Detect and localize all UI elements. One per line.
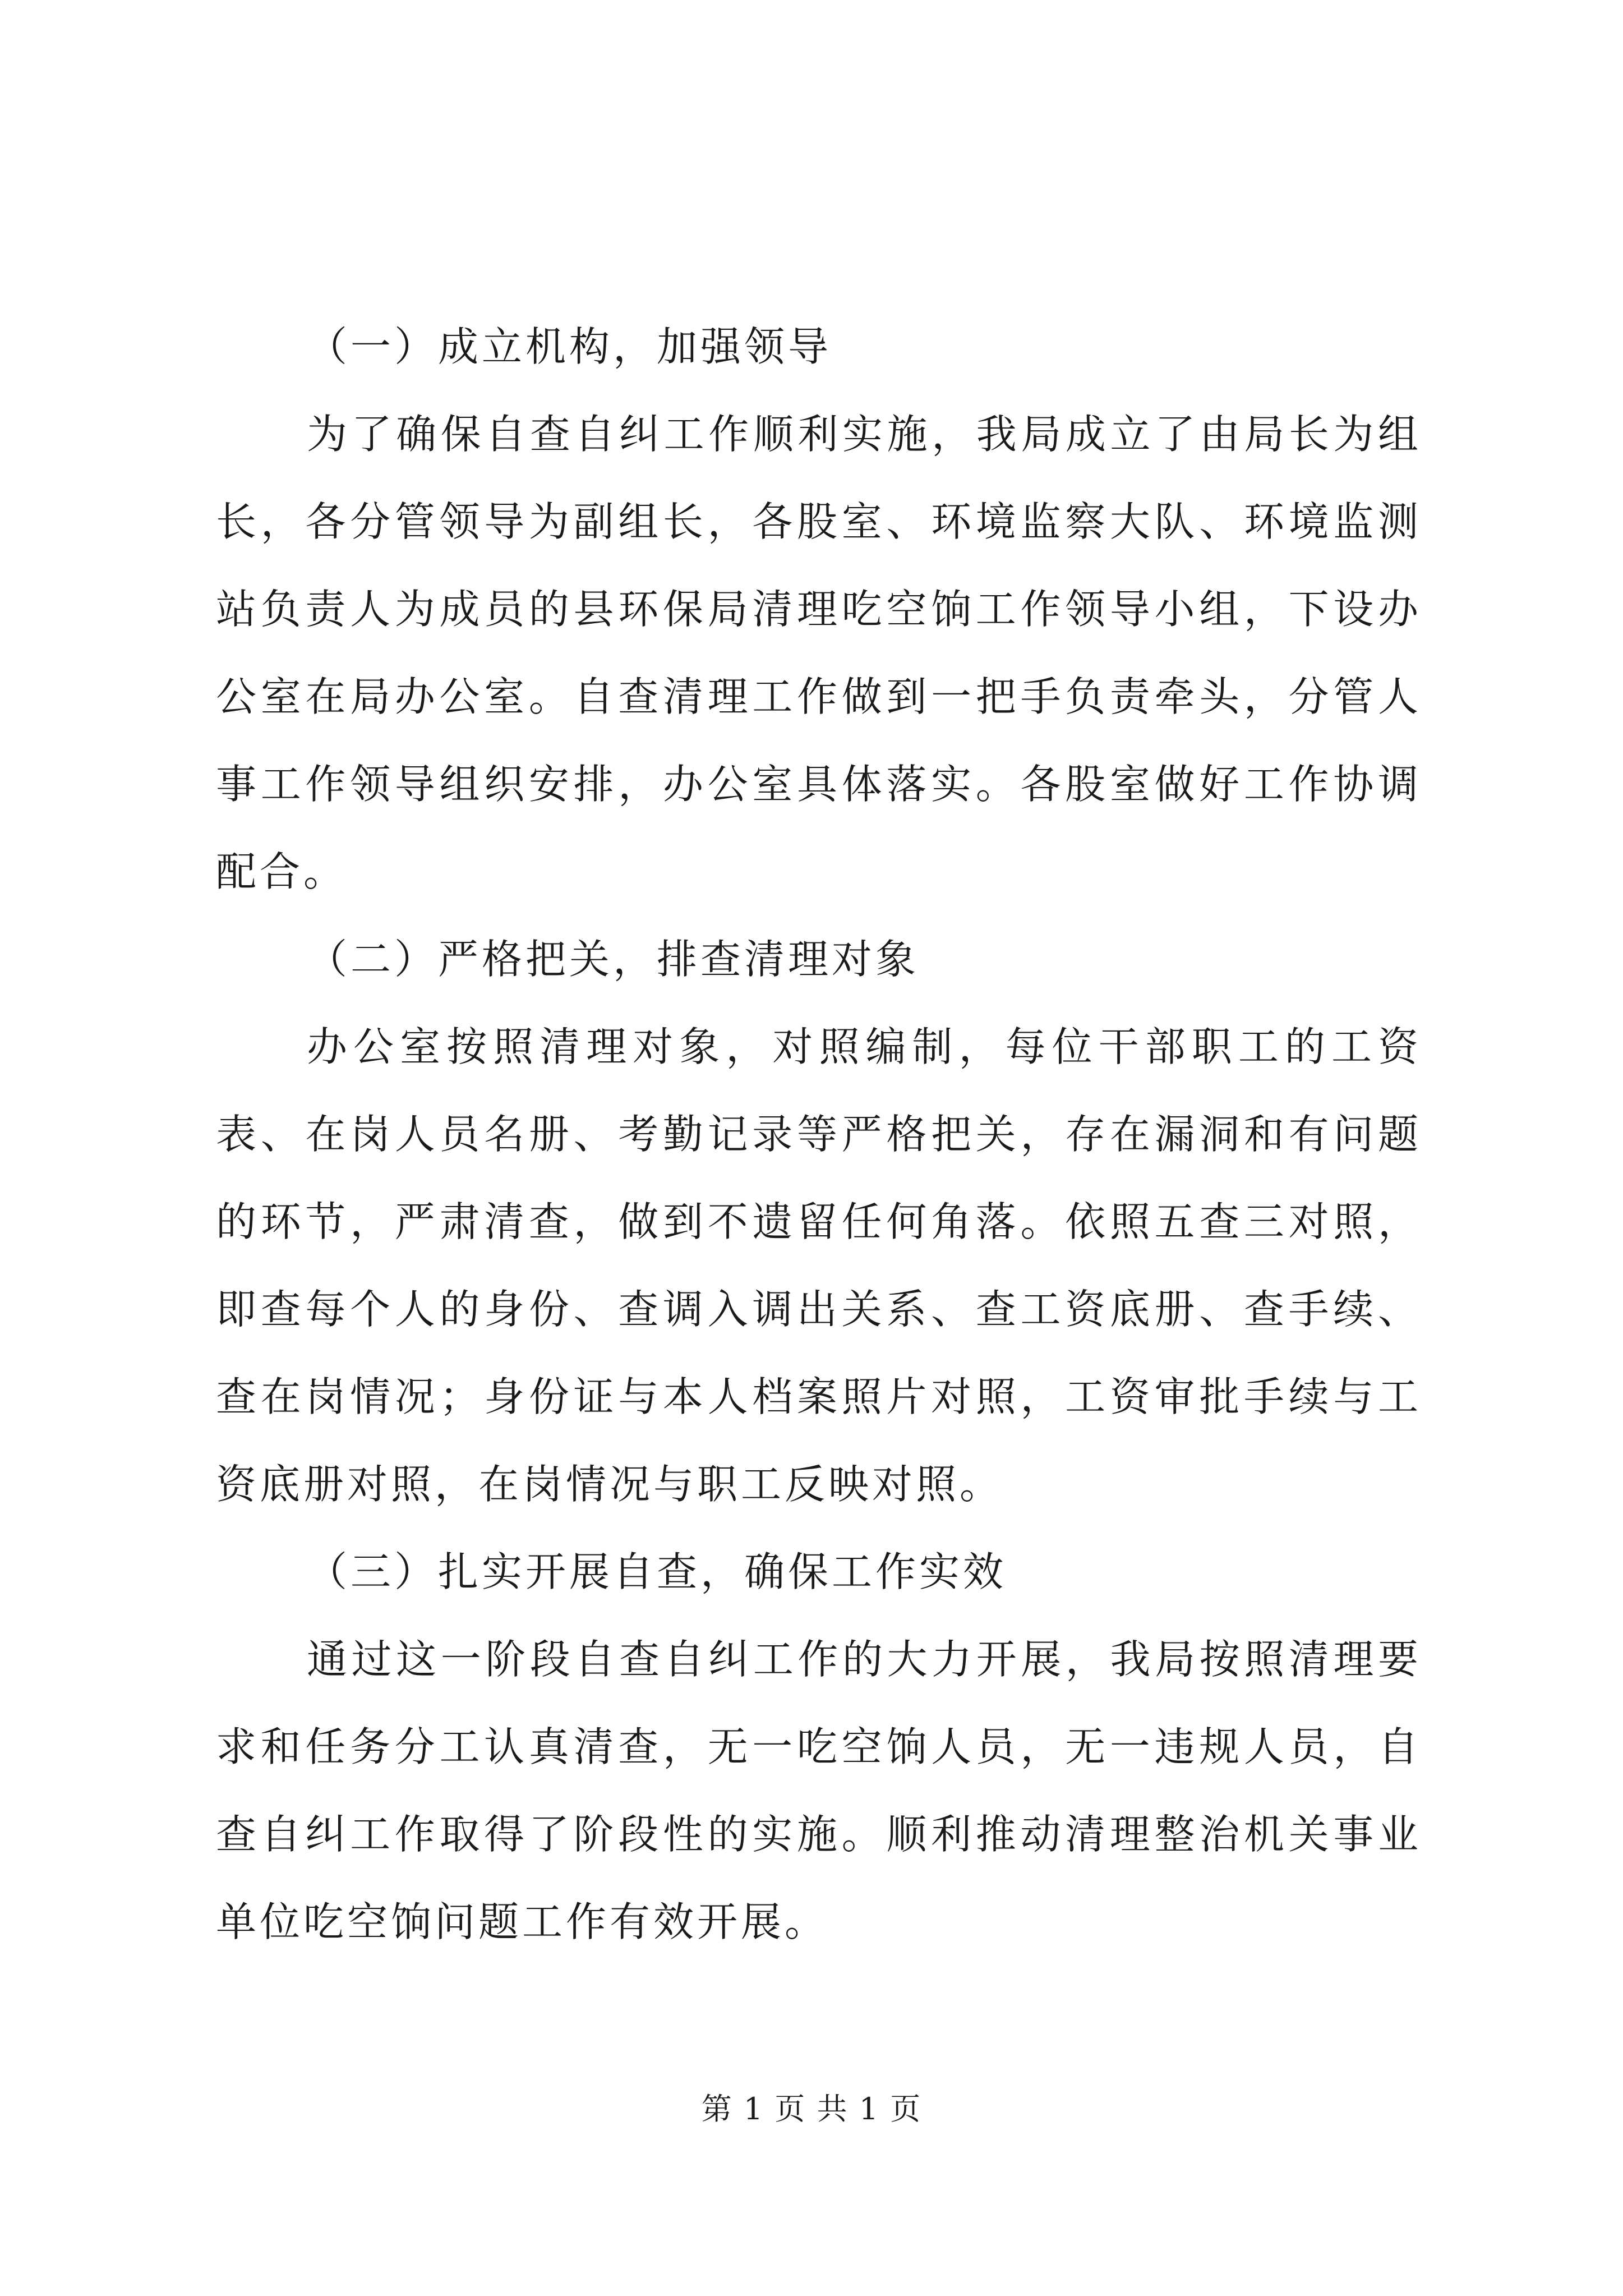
page-number-footer: 第 1 页 共 1 页 bbox=[701, 2091, 922, 2127]
document-body bbox=[216, 303, 1422, 1966]
section-heading-1: （一）成立机构，加强领导 bbox=[307, 323, 832, 370]
section-paragraph-1: 为了确保自查自纠工作顺利实施，我局成立了由局长为组长，各分管领导为副组长，各股室、环境监察大队、环境监测站负责人为成员的县环保局清理吃空饷工作领导小组，下设办公室在局办公室。自查清理工作做到一把手负责牵头，分管人事工作领导组织安排，办公室具体落实。各股室做好工作协调配合。 bbox=[216, 411, 1422, 895]
section-paragraph-3: 通过这一阶段自查自纠工作的大力开展，我局按照清理要求和任务分工认真清查，无一吃空饷人员，无一违规人员，自查自纠工作取得了阶段性的实施。顺利推动清理整治机关事业单位吃空饷问题工作有效开展。 bbox=[216, 1636, 1422, 1945]
section-heading-2: （二）严格把关，排查清理对象 bbox=[307, 936, 920, 983]
section-paragraph-2: 办公室按照清理对象，对照编制，每位干部职工的工资表、在岗人员名册、考勤记录等严格把关，存在漏洞和有问题的环节，严肃清查，做到不遗留任何角落。依照五查三对照，即查每个人的身份、查调入调出关系、查工资底册、查手续、查在岗情况；身份证与本人档案照片对照，工资审批手续与工资底册对照，在岗情况与职工反映对照。 bbox=[216, 1023, 1422, 1508]
section-heading-3: （三）扎实开展自查，确保工作实效 bbox=[307, 1548, 1007, 1595]
